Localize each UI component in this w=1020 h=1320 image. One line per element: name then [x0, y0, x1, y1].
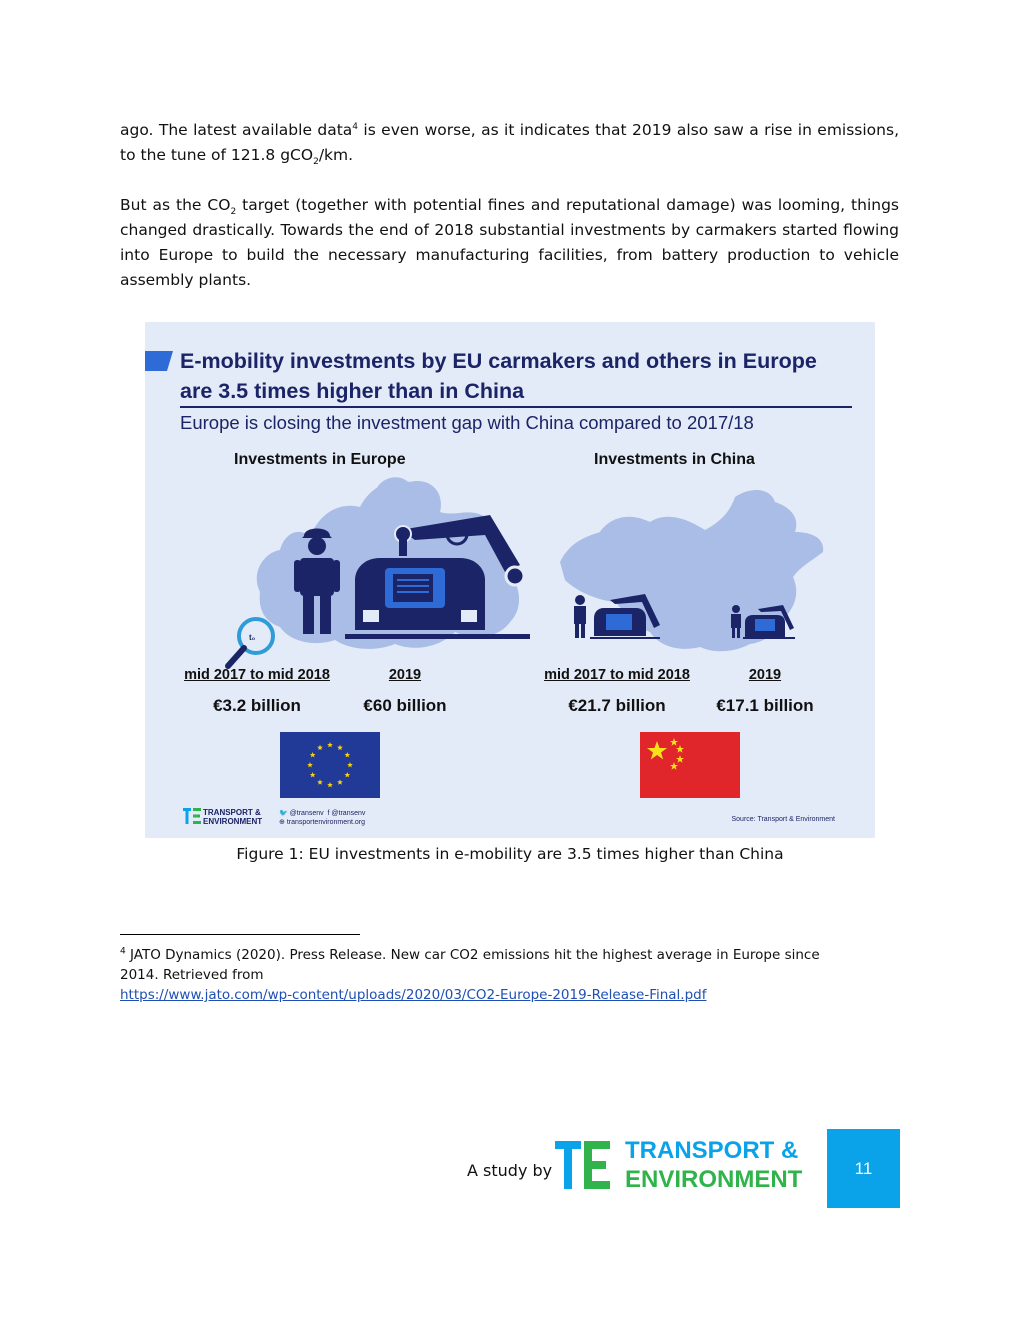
china-amount-1: €21.7 billion [568, 696, 666, 715]
china-flag-icon [640, 732, 740, 798]
worker-icon [292, 522, 342, 637]
footer-logo-line-2: ENVIRONMENT [625, 1166, 803, 1193]
logo-line: TRANSPORT & [203, 808, 261, 817]
twitter-handle: @transenv [289, 810, 324, 817]
footer-logo-text [625, 1136, 802, 1194]
figure-caption: Figure 1: EU investments in e-mobility are 3.5 times higher than China [236, 845, 784, 863]
europe-amount-2: €60 billion [363, 696, 447, 715]
europe-amount-1: €3.2 billion [213, 696, 301, 715]
factory-car-robot-icon [345, 510, 530, 642]
paragraph-text: is even worse, as it indicates that 2019 also saw a rise in emissions, to the tune of 121.8 gCO [120, 121, 899, 164]
subscript: 2 [313, 157, 319, 168]
footer-logo-line-1: TRANSPORT & [625, 1137, 799, 1164]
infographic-logo-text [203, 808, 262, 826]
china-factory-icon [570, 590, 665, 640]
paragraph-text: /km. [318, 146, 354, 164]
paragraph-text: But as the CO [120, 196, 231, 214]
title-marker-icon [145, 351, 173, 371]
svg-text:t₀: t₀ [249, 633, 256, 642]
footnote-reference[interactable]: 4 [352, 121, 359, 132]
website-url: transportenvironment.org [286, 819, 366, 826]
page-number: 11 [827, 1129, 900, 1208]
china-period-2: 2019 [748, 667, 782, 683]
subscript: 2 [230, 207, 237, 218]
infographic-title-line: are 3.5 times higher than in China [180, 379, 525, 403]
infographic [145, 322, 875, 838]
china-factory-icon [728, 602, 798, 640]
facebook-handle: @transenv [331, 810, 366, 817]
te-logo-icon [183, 808, 201, 824]
footer-te-logo-icon [555, 1137, 611, 1191]
europe-period-1: mid 2017 to mid 2018 [184, 667, 330, 683]
footnote-marker: 4 [120, 946, 126, 957]
title-divider [180, 406, 852, 408]
china-amount-2: €17.1 billion [716, 696, 814, 715]
footer-label: A study by [467, 1161, 553, 1180]
globe-icon: ⊕ [279, 819, 287, 826]
china-period-1: mid 2017 to mid 2018 [544, 667, 690, 683]
paragraph-1 [120, 118, 899, 168]
infographic-logo [183, 808, 263, 828]
facebook-icon: f [327, 810, 332, 817]
twitter-icon: 🐦 [279, 810, 290, 817]
paragraph-2 [120, 193, 899, 293]
europe-heading: Investments in Europe [234, 451, 406, 468]
paragraph-text: ago. The latest available data [120, 121, 353, 139]
infographic-social [279, 809, 365, 827]
eu-flag-icon [280, 732, 380, 798]
footnote-divider [120, 934, 360, 935]
europe-period-2: 2019 [388, 667, 422, 683]
infographic-source: Source: Transport & Environment [731, 816, 835, 823]
infographic-title [180, 346, 870, 406]
logo-line: ENVIRONMENT [203, 817, 263, 826]
china-heading: Investments in China [594, 451, 755, 468]
infographic-subtitle: Europe is closing the investment gap with China compared to 2017/18 [180, 412, 754, 433]
footnote [120, 945, 860, 1005]
infographic-title-line: E-mobility investments by EU carmakers and others in Europe [180, 349, 817, 373]
paragraph-text: target (together with potential fines and reputational damage) was looming, things changed drastically. Towards the end of 2018 substantial investments by carmakers started flowing into Europe to build the necessary manufacturing facilities, from battery production to vehicle assembly plants. [120, 196, 899, 289]
footnote-link[interactable]: https://www.jato.com/wp-content/uploads/2020/03/CO2-Europe-2019-Release-Final.pdf [120, 987, 707, 1003]
magnifier-icon [223, 612, 283, 672]
footnote-text: JATO Dynamics (2020). Press Release. New car CO2 emissions hit the highest average in Europe since 2014. Retrieved from [120, 947, 820, 983]
